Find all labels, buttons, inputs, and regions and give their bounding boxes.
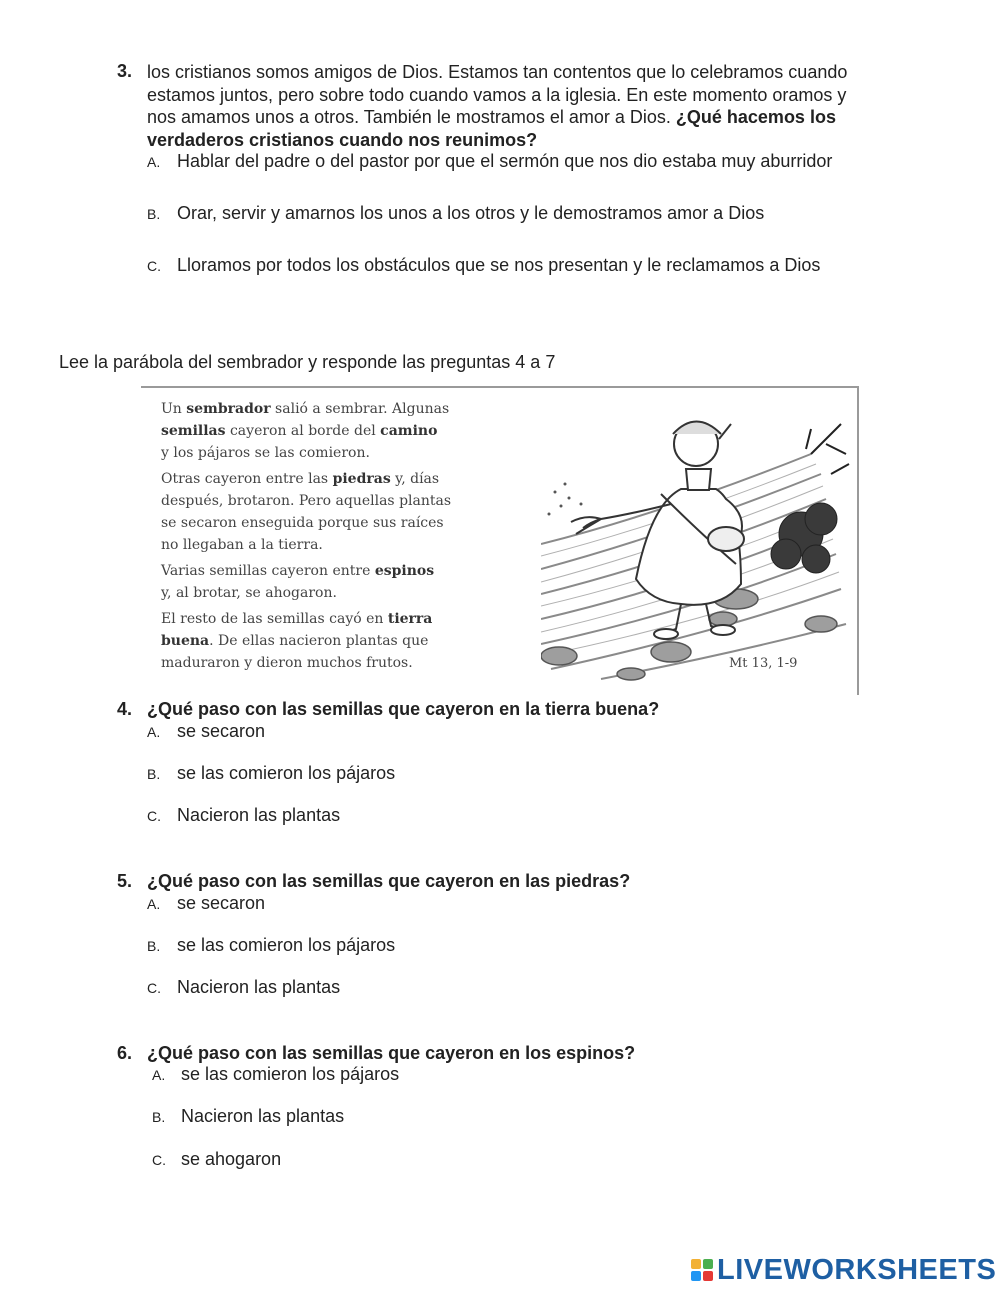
question-3-bold-start: ¿Qué hacemos los [675,107,836,127]
question-6-text: ¿Qué paso con las semillas que cayeron en los espinos? [147,1043,636,1063]
question-6-option-b[interactable]: Nacieron las plantas [181,1106,345,1126]
logo-blocks-icon [691,1259,713,1281]
question-6-option-c[interactable]: se ahogaron [181,1149,282,1169]
parable-text-run: . De ellas nacieron plantas que [209,633,429,649]
question-3-option-c[interactable]: Lloramos por todos los obstáculos que se nos presentan y le reclamamos a Dios [177,255,821,275]
logo-block [703,1259,713,1269]
question-6-option-b-letter: B. [152,1109,166,1125]
question-3-line-2: estamos juntos, pero sobre todo cuando vamos a la iglesia. En este momento oramos y [147,84,847,105]
question-3-line-3-text: nos amamos unos a otros. También le mostramos el amor a Dios. [147,107,671,127]
question-5-option-c[interactable]: Nacieron las plantas [177,977,341,997]
question-4-option-b[interactable]: se las comieron los pájaros [177,763,396,783]
liveworksheets-logo [691,1253,996,1287]
parable-text-run: maduraron y dieron muchos frutos. [161,655,413,671]
parable-keyword-espinos: espinos [374,563,435,579]
logo-block [691,1271,701,1281]
question-5-option-b-letter: B. [147,938,161,954]
logo-block [703,1271,713,1281]
parable-keyword-semillas: semillas [161,423,226,439]
question-4-text: ¿Qué paso con las semillas que cayeron en la tierra buena? [147,699,660,719]
question-3-option-c-letter: C. [147,258,161,274]
question-4-number: 4. [117,699,133,719]
question-4-option-a-letter: A. [147,724,161,740]
parable-keyword-camino: camino [380,423,438,439]
parable-text-run: y los pájaros se las comieron. [161,445,370,461]
question-6-option-c-letter: C. [152,1152,166,1168]
parable-text-run: salió a sembrar. Algunas [270,401,450,417]
question-5-option-b[interactable]: se las comieron los pájaros [177,935,396,955]
parable-text-run: cayeron al borde del [225,423,381,439]
parable-text-run: se secaron enseguida porque sus raíces [161,515,444,531]
parable-paragraph-3 [161,560,541,604]
question-6-number: 6. [117,1043,133,1063]
question-3-option-a[interactable]: Hablar del padre o del pastor por que el sermón que nos dio estaba muy aburridor [177,151,833,171]
question-4-option-c-letter: C. [147,808,161,824]
parable-paragraph-2 [161,468,541,556]
question-3-option-b[interactable]: Orar, servir y amarnos los unos a los otros y le demostramos amor a Dios [177,203,765,223]
question-4-option-b-letter: B. [147,766,161,782]
sower-illustration [541,394,851,684]
question-3-option-b-letter: B. [147,206,161,222]
logo-block [691,1259,701,1269]
question-6-option-a[interactable]: se las comieron los pájaros [181,1064,400,1084]
parable-text-run: Un [161,401,187,417]
parable-text [161,398,541,678]
question-5-option-a[interactable]: se secaron [177,893,266,913]
question-5-option-a-letter: A. [147,896,161,912]
parable-instructions: Lee la parábola del sembrador y responde las preguntas 4 a 7 [59,352,556,372]
question-6-option-a-letter: A. [152,1067,166,1083]
question-4-option-c[interactable]: Nacieron las plantas [177,805,341,825]
parable-keyword-sembrador: sembrador [186,401,271,417]
question-3-line-4 [147,129,847,152]
question-3-bold-end: verdaderos cristianos cuando nos reunimos? [147,129,538,150]
logo-text: LIVEWORKSHEETS [717,1253,997,1286]
bible-reference: Mt 13, 1-9 [729,656,798,671]
question-3-number: 3. [117,61,133,81]
parable-text-run: Varias semillas cayeron entre [161,563,375,579]
parable-image [141,386,859,695]
parable-paragraph-4 [161,608,541,674]
question-5-number: 5. [117,871,133,891]
parable-text-run: después, brotaron. Pero aquellas plantas [161,493,452,509]
question-3-text [147,61,847,151]
question-5-text: ¿Qué paso con las semillas que cayeron en las piedras? [147,871,631,891]
parable-text-run: y, días [390,471,440,487]
question-4-option-a[interactable]: se secaron [177,721,266,741]
question-3-line-1: los cristianos somos amigos de Dios. Estamos tan contentos que lo celebramos cuando [147,62,848,82]
parable-keyword-piedras: piedras [332,471,391,487]
question-3-line-3 [147,106,847,129]
parable-text-run: y, al brotar, se ahogaron. [161,585,337,601]
parable-text-run: no llegaban a la tierra. [161,537,323,553]
question-5-option-c-letter: C. [147,980,161,996]
parable-paragraph-1 [161,398,541,464]
parable-keyword-buena: buena [161,633,210,649]
parable-keyword-tierra: tierra [387,611,433,627]
question-3-option-a-letter: A. [147,154,161,170]
parable-text-run: Otras cayeron entre las [161,471,333,487]
parable-text-run: El resto de las semillas cayó en [161,611,388,627]
